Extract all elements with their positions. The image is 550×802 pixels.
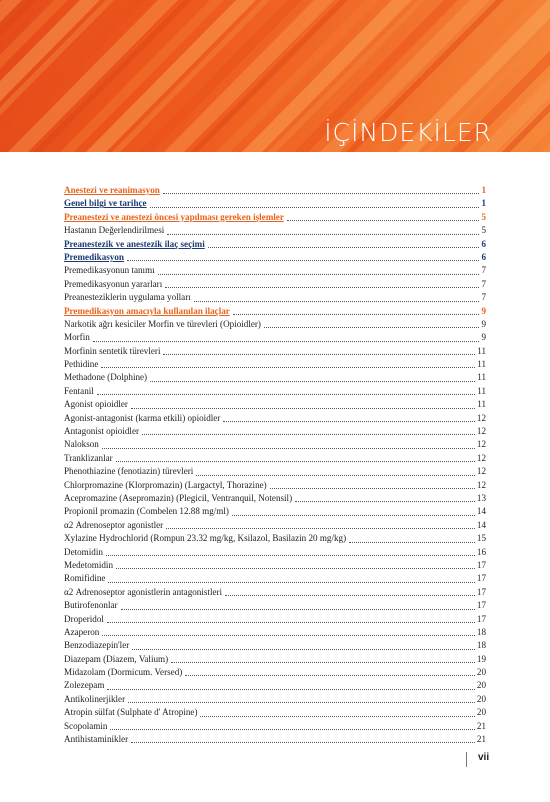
toc-entry-title: Droperidol [64, 613, 104, 624]
dot-leader [196, 471, 475, 476]
toc-entry-page: 20 [476, 707, 486, 718]
toc-entry-page: 9 [481, 332, 486, 343]
toc-entry-page: 1 [481, 185, 486, 195]
toc-entry-title: Antihistaminikler [64, 734, 129, 745]
toc-entry-page: 17 [476, 613, 486, 624]
dot-leader [185, 671, 475, 676]
toc-entry[interactable] [64, 385, 486, 398]
dot-leader [264, 323, 479, 328]
toc-entry-title: Premedikasyon [64, 251, 124, 262]
dot-leader [116, 457, 475, 462]
toc-entry[interactable] [64, 318, 486, 331]
toc-entry-title: Romifidine [64, 573, 106, 584]
toc-entry-title: Preanestezik ve anestezik ilaç seçimi [64, 238, 205, 249]
dot-leader [163, 350, 475, 355]
toc-entry[interactable] [64, 358, 486, 371]
toc-entry-page: 20 [476, 693, 486, 704]
toc-entry[interactable] [64, 412, 486, 425]
toc-entry-title: Premedikasyonun tanımı [64, 265, 155, 276]
toc-entry[interactable] [64, 184, 486, 197]
dot-leader [295, 497, 475, 502]
toc-entry-page: 11 [477, 385, 486, 396]
footer-divider [466, 752, 467, 767]
toc-entry[interactable] [64, 572, 486, 585]
dot-leader [102, 631, 475, 636]
dot-leader [158, 270, 480, 275]
toc-entry-page: 12 [476, 466, 486, 477]
toc-entry-title: Detomidin [64, 546, 103, 557]
dot-leader [165, 283, 479, 288]
toc-entry-page: 12 [476, 426, 486, 437]
toc-entry[interactable] [64, 639, 486, 652]
toc-entry[interactable] [64, 465, 486, 478]
toc-entry-title: Butirofenonlar [64, 600, 118, 611]
toc-entry-page: 12 [476, 479, 486, 490]
dot-leader [107, 618, 475, 623]
toc-entry[interactable] [64, 505, 486, 518]
toc-entry[interactable] [64, 653, 486, 666]
toc-entry-page: 12 [476, 439, 486, 450]
dot-leader [93, 337, 480, 342]
dot-leader [131, 738, 475, 743]
toc-entry-title: Medetomidin [64, 559, 113, 570]
toc-entry-page: 7 [481, 278, 486, 289]
toc-entry-title: Methadone (Dolphine) [64, 372, 148, 383]
toc-entry-title: Midazolam (Dormicum. Versed) [64, 667, 183, 678]
toc-entry-title: Morfinin sentetik türevleri [64, 345, 161, 356]
toc-entry-title: Preanestezi ve anestezi öncesi yapılması gereken işlemler [64, 211, 284, 222]
toc-entry-page: 11 [477, 372, 486, 383]
toc-entry-title: Tranklizanlar [64, 452, 113, 463]
toc-entry-page: 17 [476, 573, 486, 584]
toc-entry[interactable] [64, 613, 486, 626]
toc-entry-title: Phenothiazine (fenotiazin) türevleri [64, 466, 194, 477]
toc-entry-page: 16 [476, 546, 486, 557]
toc-entry[interactable] [64, 251, 486, 264]
dot-leader [101, 363, 475, 368]
toc-entry-title: Antikolinerjikler [64, 693, 126, 704]
dot-leader [167, 230, 479, 235]
dot-leader [142, 430, 475, 435]
toc-entry[interactable] [64, 693, 486, 706]
toc-entry[interactable] [64, 532, 486, 545]
toc-entry-title: Antagonist opioidler [64, 426, 140, 437]
toc-entry-title: α2 Adrenoseptor agonistlerin antagonistleri [64, 586, 223, 597]
toc-entry-page: 17 [476, 586, 486, 597]
page-title: İÇİNDEKİLER [324, 118, 492, 147]
toc-entry-page: 21 [476, 734, 486, 745]
toc-entry-page: 6 [481, 238, 486, 249]
dot-leader [208, 243, 480, 248]
toc-entry-page: 17 [476, 559, 486, 570]
toc-entry[interactable] [64, 706, 486, 719]
dot-leader [132, 645, 475, 650]
toc-entry-page: 11 [477, 399, 486, 410]
toc-entry-title: Preanesteziklerin uygulama yolları [64, 292, 191, 303]
dot-leader [150, 377, 475, 382]
toc-entry-page: 6 [481, 251, 486, 262]
toc-entry-title: Atropin sülfat (Sulphate d' Atropine) [64, 707, 198, 718]
toc-entry-page: 12 [476, 412, 486, 423]
toc-entry-title: Xylazine Hydrochlorid (Rompun 23.32 mg/kg, Ksilazol, Basilazin 20 mg/kg) [64, 533, 347, 544]
dot-leader [223, 417, 475, 422]
toc-entry[interactable] [64, 238, 486, 251]
toc-entry[interactable] [64, 425, 486, 438]
toc-entry-title: Azaperon [64, 626, 100, 637]
toc-entry-title: Scopolamin [64, 720, 108, 731]
toc-entry-page: 1 [481, 198, 486, 209]
toc-entry-title: Nalokson [64, 439, 99, 450]
dot-leader [106, 551, 475, 556]
dot-leader [349, 538, 475, 543]
toc-entry[interactable] [64, 666, 486, 679]
dot-leader [163, 189, 480, 194]
toc-entry-page: 15 [476, 533, 486, 544]
toc-entry[interactable] [64, 586, 486, 599]
toc-entry-title: Chlorpromazine (Klorpromazin) (Largactyl, Thorazine) [64, 479, 267, 490]
toc-entry[interactable] [64, 559, 486, 572]
toc-entry-title: Narkotik ağrı kesiciler Morfin ve türevleri (Opioidler) [64, 318, 261, 329]
toc-entry-title: Diazepam (Diazem, Valium) [64, 653, 169, 664]
toc-entry-title: Premedikasyonun yararları [64, 278, 163, 289]
dot-leader [287, 216, 480, 221]
toc-entry[interactable] [64, 398, 486, 411]
toc-entry[interactable] [64, 371, 486, 384]
toc-entry[interactable] [64, 519, 486, 532]
dot-leader [128, 698, 475, 703]
toc-entry-page: 14 [476, 506, 486, 517]
dot-leader [110, 725, 474, 730]
toc-entry[interactable] [64, 492, 486, 505]
toc-entry-page: 14 [476, 519, 486, 530]
toc-entry-page: 11 [477, 345, 486, 356]
toc-entry[interactable] [64, 626, 486, 639]
toc-entry[interactable] [64, 264, 486, 277]
toc-entry-page: 18 [476, 640, 486, 651]
toc-entry[interactable] [64, 224, 486, 237]
toc-entry[interactable] [64, 278, 486, 291]
toc-entry-title: Benzodiazepin'ler [64, 640, 130, 651]
toc-entry-page: 20 [476, 680, 486, 691]
toc-entry-page: 7 [481, 292, 486, 303]
toc-entry[interactable] [64, 452, 486, 465]
toc-entry[interactable] [64, 331, 486, 344]
dot-leader [108, 578, 474, 583]
dot-leader [127, 256, 480, 261]
toc-entry[interactable] [64, 291, 486, 304]
dot-leader [200, 712, 474, 717]
dot-leader [166, 524, 475, 529]
toc-entry-page: 17 [476, 600, 486, 611]
dot-leader [102, 444, 475, 449]
table-of-contents [64, 184, 486, 746]
dot-leader [270, 484, 475, 489]
toc-entry[interactable] [64, 720, 486, 733]
toc-entry-title: Fentanil [64, 385, 94, 396]
dot-leader [131, 404, 475, 409]
toc-entry-page: 21 [476, 720, 486, 731]
dot-leader [121, 605, 475, 610]
toc-entry-title: Zolezepam [64, 680, 105, 691]
toc-entry-page: 20 [476, 667, 486, 678]
toc-entry[interactable] [64, 197, 486, 210]
toc-entry-title: Agonist opioidler [64, 399, 128, 410]
toc-entry-title: Acepromazine (Asepromazin) (Plegicil, Ventranquil, Notensil) [64, 492, 293, 503]
toc-entry-page: 5 [481, 225, 486, 236]
dot-leader [97, 390, 475, 395]
toc-entry-title: Propionil promazin (Combelen 12.88 mg/ml) [64, 506, 229, 517]
toc-entry-page: 11 [477, 359, 486, 370]
dot-leader [150, 203, 480, 208]
dot-leader [107, 685, 475, 690]
toc-entry[interactable] [64, 479, 486, 492]
dot-leader [233, 310, 480, 315]
dot-leader [232, 511, 475, 516]
toc-entry-page: 12 [476, 452, 486, 463]
page-number: vii [478, 752, 490, 763]
toc-entry-title: Genel bilgi ve tarihçe [64, 198, 147, 209]
toc-entry-title: Premedikasyon amacıyla kullanılan ilaçlar [64, 305, 230, 316]
toc-entry-page: 18 [476, 626, 486, 637]
toc-entry-title: Morfin [64, 332, 90, 343]
toc-entry-title: Agonist-antagonist (karma etkili) opioidler [64, 412, 221, 423]
toc-entry[interactable] [64, 345, 486, 358]
dot-leader [194, 297, 480, 302]
toc-entry-page: 7 [481, 265, 486, 276]
toc-entry-page: 5 [481, 211, 486, 222]
toc-entry[interactable] [64, 679, 486, 692]
toc-entry-title: Hastanın Değerlendirilmesi [64, 225, 165, 236]
toc-entry[interactable] [64, 599, 486, 612]
dot-leader [171, 658, 475, 663]
toc-entry-title: α2 Adrenoseptor agonistler [64, 519, 164, 530]
dot-leader [225, 591, 475, 596]
toc-entry-title: Pethidine [64, 359, 99, 370]
toc-entry[interactable] [64, 546, 486, 559]
toc-entry-page: 13 [476, 492, 486, 503]
header-banner [0, 0, 550, 152]
toc-entry[interactable] [64, 438, 486, 451]
toc-entry-title: Anestezi ve reanimasyon [64, 185, 160, 195]
toc-entry[interactable] [64, 305, 486, 318]
toc-entry[interactable] [64, 211, 486, 224]
toc-entry-page: 19 [476, 653, 486, 664]
toc-entry-page: 9 [481, 305, 486, 316]
dot-leader [116, 564, 475, 569]
toc-entry-page: 9 [481, 318, 486, 329]
toc-entry[interactable] [64, 733, 486, 746]
